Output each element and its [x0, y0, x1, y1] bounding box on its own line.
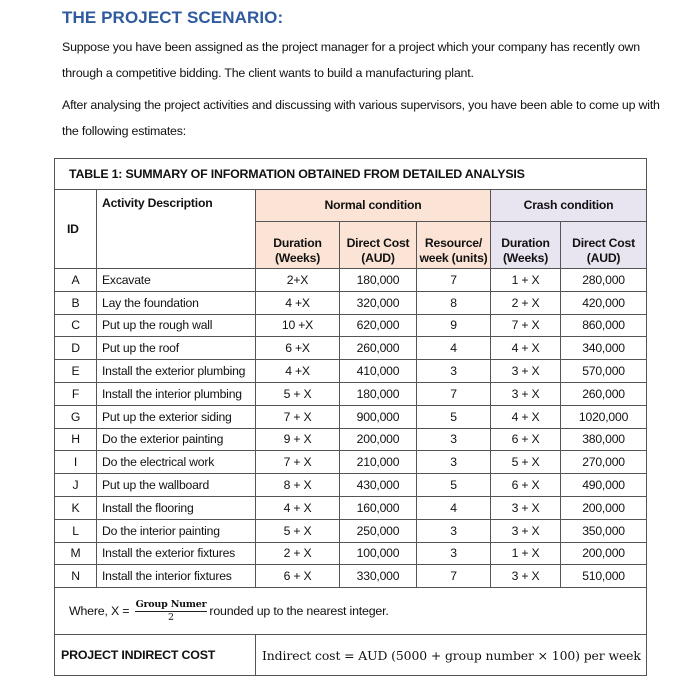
fraction-numerator: Group Numer [135, 598, 207, 610]
fraction-denominator: 2 [168, 611, 174, 623]
row-activity: Lay the foundation [97, 291, 256, 314]
row-id: J [55, 474, 97, 497]
table-row [55, 428, 647, 451]
row-id: F [55, 382, 97, 405]
row-normal-resource: 5 [417, 405, 491, 428]
table-row [55, 405, 647, 428]
row-normal-resource: 7 [417, 565, 491, 588]
row-id: K [55, 496, 97, 519]
row-normal-resource: 3 [417, 519, 491, 542]
row-normal-duration: 9 + X [256, 428, 340, 451]
row-id: N [55, 565, 97, 588]
row-normal-duration: 4 + X [256, 496, 340, 519]
row-normal-duration: 6 + X [256, 565, 340, 588]
activity-header: Activity Description [97, 190, 256, 269]
row-id: H [55, 428, 97, 451]
row-activity: Install the interior fixtures [97, 565, 256, 588]
row-crash-cost: 280,000 [561, 269, 647, 292]
row-id: D [55, 337, 97, 360]
row-crash-cost: 340,000 [561, 337, 647, 360]
row-normal-duration: 7 + X [256, 451, 340, 474]
activity-rows [55, 269, 647, 588]
row-crash-cost: 570,000 [561, 360, 647, 383]
x-fraction [135, 599, 208, 624]
row-crash-cost: 420,000 [561, 291, 647, 314]
row-normal-cost: 250,000 [340, 519, 417, 542]
table-row [55, 314, 647, 337]
row-crash-duration: 3 + X [491, 382, 561, 405]
indirect-cost-label: PROJECT INDIRECT COST [55, 635, 256, 676]
row-activity: Put up the wallboard [97, 474, 256, 497]
row-activity: Put up the rough wall [97, 314, 256, 337]
row-crash-duration: 7 + X [491, 314, 561, 337]
row-activity: Install the flooring [97, 496, 256, 519]
row-normal-duration: 2+X [256, 269, 340, 292]
table-row [55, 451, 647, 474]
row-normal-resource: 5 [417, 474, 491, 497]
activity-summary-table [54, 158, 647, 676]
row-crash-duration: 1 + X [491, 542, 561, 565]
normal-cost-header: Direct Cost (AUD) [340, 222, 417, 269]
table-row [55, 542, 647, 565]
table-row [55, 382, 647, 405]
row-normal-resource: 8 [417, 291, 491, 314]
crash-cost-header: Direct Cost (AUD) [561, 222, 647, 269]
row-normal-cost: 180,000 [340, 269, 417, 292]
scenario-paragraph: Suppose you have been assigned as the project manager for a project which your company has recently own through a competitive bidding. The client wants to build a manufacturing plant. [62, 40, 640, 80]
row-crash-duration: 2 + X [491, 291, 561, 314]
row-id: E [55, 360, 97, 383]
table-row [55, 337, 647, 360]
row-normal-duration: 10 +X [256, 314, 340, 337]
row-activity: Install the exterior plumbing [97, 360, 256, 383]
row-normal-duration: 8 + X [256, 474, 340, 497]
row-normal-cost: 900,000 [340, 405, 417, 428]
row-id: C [55, 314, 97, 337]
table-row [55, 565, 647, 588]
row-normal-cost: 410,000 [340, 360, 417, 383]
row-normal-cost: 330,000 [340, 565, 417, 588]
row-normal-resource: 3 [417, 360, 491, 383]
row-crash-cost: 1020,000 [561, 405, 647, 428]
row-crash-cost: 380,000 [561, 428, 647, 451]
table-row [55, 269, 647, 292]
row-id: M [55, 542, 97, 565]
crash-duration-header: Duration (Weeks) [491, 222, 561, 269]
row-crash-cost: 510,000 [561, 565, 647, 588]
row-activity: Do the interior painting [97, 519, 256, 542]
x-definition [55, 588, 647, 635]
row-normal-resource: 7 [417, 382, 491, 405]
row-normal-duration: 4 +X [256, 360, 340, 383]
row-normal-cost: 160,000 [340, 496, 417, 519]
row-crash-cost: 200,000 [561, 542, 647, 565]
row-crash-cost: 860,000 [561, 314, 647, 337]
where-suffix: rounded up to the nearest integer. [209, 603, 389, 618]
row-crash-duration: 5 + X [491, 451, 561, 474]
row-normal-cost: 620,000 [340, 314, 417, 337]
row-crash-duration: 3 + X [491, 519, 561, 542]
row-normal-cost: 180,000 [340, 382, 417, 405]
estimates-paragraph: After analysing the project activities and discussing with various supervisors, you have been able to come up with the following estimates: [62, 98, 660, 138]
row-activity: Put up the exterior siding [97, 405, 256, 428]
normal-duration-header: Duration (Weeks) [256, 222, 340, 269]
row-activity: Put up the roof [97, 337, 256, 360]
row-normal-duration: 5 + X [256, 519, 340, 542]
table-row [55, 291, 647, 314]
row-normal-resource: 9 [417, 314, 491, 337]
row-crash-duration: 4 + X [491, 337, 561, 360]
row-crash-duration: 4 + X [491, 405, 561, 428]
row-activity: Install the interior plumbing [97, 382, 256, 405]
row-normal-duration: 2 + X [256, 542, 340, 565]
crash-condition-header: Crash condition [491, 190, 647, 222]
normal-condition-header: Normal condition [256, 190, 491, 222]
id-header: ID [55, 190, 97, 269]
row-normal-cost: 210,000 [340, 451, 417, 474]
row-crash-duration: 3 + X [491, 360, 561, 383]
table-caption: TABLE 1: SUMMARY OF INFORMATION OBTAINED FROM DETAILED ANALYSIS [55, 159, 647, 190]
table-row [55, 360, 647, 383]
where-prefix: Where, X = [69, 603, 130, 618]
indirect-cost-formula: Indirect cost = AUD (5000 + group number × 100) per week [256, 635, 647, 676]
row-normal-duration: 4 +X [256, 291, 340, 314]
row-id: I [55, 451, 97, 474]
row-crash-cost: 270,000 [561, 451, 647, 474]
row-normal-cost: 430,000 [340, 474, 417, 497]
row-id: L [55, 519, 97, 542]
row-crash-duration: 3 + X [491, 496, 561, 519]
row-normal-cost: 320,000 [340, 291, 417, 314]
normal-resource-header: Resource/ week (units) [417, 222, 491, 269]
row-crash-cost: 490,000 [561, 474, 647, 497]
page-title: THE PROJECT SCENARIO: [62, 8, 284, 27]
row-normal-resource: 3 [417, 542, 491, 565]
row-normal-resource: 7 [417, 269, 491, 292]
row-normal-resource: 4 [417, 496, 491, 519]
row-normal-duration: 5 + X [256, 382, 340, 405]
row-normal-resource: 3 [417, 451, 491, 474]
row-crash-duration: 1 + X [491, 269, 561, 292]
row-normal-resource: 3 [417, 428, 491, 451]
row-crash-cost: 200,000 [561, 496, 647, 519]
row-crash-duration: 6 + X [491, 428, 561, 451]
row-id: B [55, 291, 97, 314]
row-id: A [55, 269, 97, 292]
row-activity: Excavate [97, 269, 256, 292]
row-normal-cost: 260,000 [340, 337, 417, 360]
row-id: G [55, 405, 97, 428]
row-crash-cost: 350,000 [561, 519, 647, 542]
row-normal-cost: 200,000 [340, 428, 417, 451]
table-row [55, 474, 647, 497]
row-crash-cost: 260,000 [561, 382, 647, 405]
row-crash-duration: 3 + X [491, 565, 561, 588]
row-normal-duration: 6 +X [256, 337, 340, 360]
row-normal-resource: 4 [417, 337, 491, 360]
row-activity: Install the exterior fixtures [97, 542, 256, 565]
row-crash-duration: 6 + X [491, 474, 561, 497]
table-row [55, 496, 647, 519]
table-row [55, 519, 647, 542]
row-activity: Do the electrical work [97, 451, 256, 474]
row-normal-duration: 7 + X [256, 405, 340, 428]
row-activity: Do the exterior painting [97, 428, 256, 451]
row-normal-cost: 100,000 [340, 542, 417, 565]
